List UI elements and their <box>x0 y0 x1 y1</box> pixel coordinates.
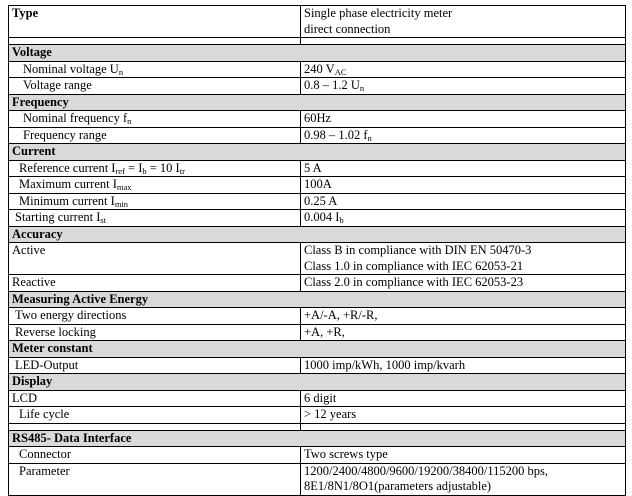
accuracy-title: Accuracy <box>9 226 626 243</box>
spacer-row <box>9 38 626 45</box>
frequency-range-value: 0.98 – 1.02 $f_n$ <box>301 127 626 144</box>
voltage-title: Voltage <box>9 45 626 62</box>
starting-current-row <box>9 210 626 227</box>
type-label: Type <box>9 6 301 38</box>
measuring-title: Measuring Active Energy <box>9 291 626 308</box>
connector-label: Connector <box>9 447 301 464</box>
two-directions-row <box>9 308 626 325</box>
led-output-value: 1000 imp/kWh, 1000 imp/kvarh <box>301 357 626 374</box>
reverse-locking-row <box>9 324 626 341</box>
nominal-frequency-row <box>9 111 626 128</box>
current-section-header <box>9 144 626 161</box>
two-directions-value: +A/-A, +R/-R, <box>301 308 626 325</box>
nominal-voltage-label: Nominal voltage $U_n$ <box>9 61 301 78</box>
two-directions-label: Two energy directions <box>9 308 301 325</box>
display-section-header <box>9 374 626 391</box>
parameter-label: Parameter <box>9 463 301 495</box>
maximum-current-row <box>9 177 626 194</box>
minimum-current-value: 0.25 A <box>301 193 626 210</box>
type-value-line2: direct connection <box>304 21 391 36</box>
nominal-voltage-value: 240 $V_{AC}$ <box>301 61 626 78</box>
type-value-line1: Single phase electricity meter <box>304 6 453 20</box>
starting-current-label: Starting current $I_{st}$ <box>9 210 301 227</box>
spacer-row <box>9 423 626 430</box>
voltage-section-header <box>9 45 626 62</box>
nominal-frequency-value: 60Hz <box>301 111 626 128</box>
rs485-section-header <box>9 430 626 447</box>
life-cycle-label: Life cycle <box>9 407 301 424</box>
reference-current-value: 5 A <box>301 160 626 177</box>
frequency-range-row <box>9 127 626 144</box>
active-value-line1: Class B in compliance with DIN EN 50470-3 <box>304 243 532 257</box>
voltage-range-value: 0.8 – 1.2 $U_n$ <box>301 78 626 95</box>
meter-constant-section-header <box>9 341 626 358</box>
starting-current-value: 0.004 $I_b$ <box>301 210 626 227</box>
active-label: Active <box>9 243 301 275</box>
voltage-range-row <box>9 78 626 95</box>
display-title: Display <box>9 374 626 391</box>
parameter-value <box>301 463 626 495</box>
frequency-range-label: Frequency range <box>9 127 301 144</box>
parameter-value-line2: 8E1/8N1/8O1(parameters adjustable) <box>304 479 492 493</box>
connector-row <box>9 447 626 464</box>
type-row <box>9 6 626 38</box>
parameter-value-line1: 1200/2400/4800/9600/19200/38400/115200 bps, <box>304 463 548 478</box>
reverse-locking-value: +A, +R, <box>301 324 626 341</box>
lcd-value: 6 digit <box>301 390 626 407</box>
active-value <box>301 243 626 275</box>
led-output-row <box>9 357 626 374</box>
measuring-section-header <box>9 291 626 308</box>
maximum-current-label: Maximum current $I_{max}$ <box>9 177 301 194</box>
frequency-title: Frequency <box>9 94 626 111</box>
led-output-label: LED-Output <box>9 357 301 374</box>
life-cycle-row <box>9 407 626 424</box>
reverse-locking-label: Reverse locking <box>9 324 301 341</box>
reactive-label: Reactive <box>9 275 301 292</box>
active-accuracy-row <box>9 243 626 275</box>
spec-table <box>8 5 626 496</box>
accuracy-section-header <box>9 226 626 243</box>
meter-constant-title: Meter constant <box>9 341 626 358</box>
rs485-title: RS485- Data Interface <box>9 430 626 447</box>
reactive-value: Class 2.0 in compliance with IEC 62053-23 <box>301 275 626 292</box>
reactive-accuracy-row <box>9 275 626 292</box>
voltage-range-label: Voltage range <box>9 78 301 95</box>
lcd-label: LCD <box>9 390 301 407</box>
current-title: Current <box>9 144 626 161</box>
nominal-frequency-label: Nominal frequency $f_n$ <box>9 111 301 128</box>
reference-current-label: Reference current $I_{ref} = I_b = 10$ $I_{tr}$ <box>9 160 301 177</box>
reference-current-row <box>9 160 626 177</box>
life-cycle-value: > 12 years <box>301 407 626 424</box>
maximum-current-value: 100A <box>301 177 626 194</box>
connector-value: Two screws type <box>301 447 626 464</box>
nominal-voltage-row <box>9 61 626 78</box>
active-value-line2: Class 1.0 in compliance with IEC 62053-21 <box>304 258 524 273</box>
type-value <box>301 6 626 38</box>
frequency-section-header <box>9 94 626 111</box>
parameter-row <box>9 463 626 495</box>
lcd-row <box>9 390 626 407</box>
minimum-current-row <box>9 193 626 210</box>
minimum-current-label: Minimum current $I_{min}$ <box>9 193 301 210</box>
